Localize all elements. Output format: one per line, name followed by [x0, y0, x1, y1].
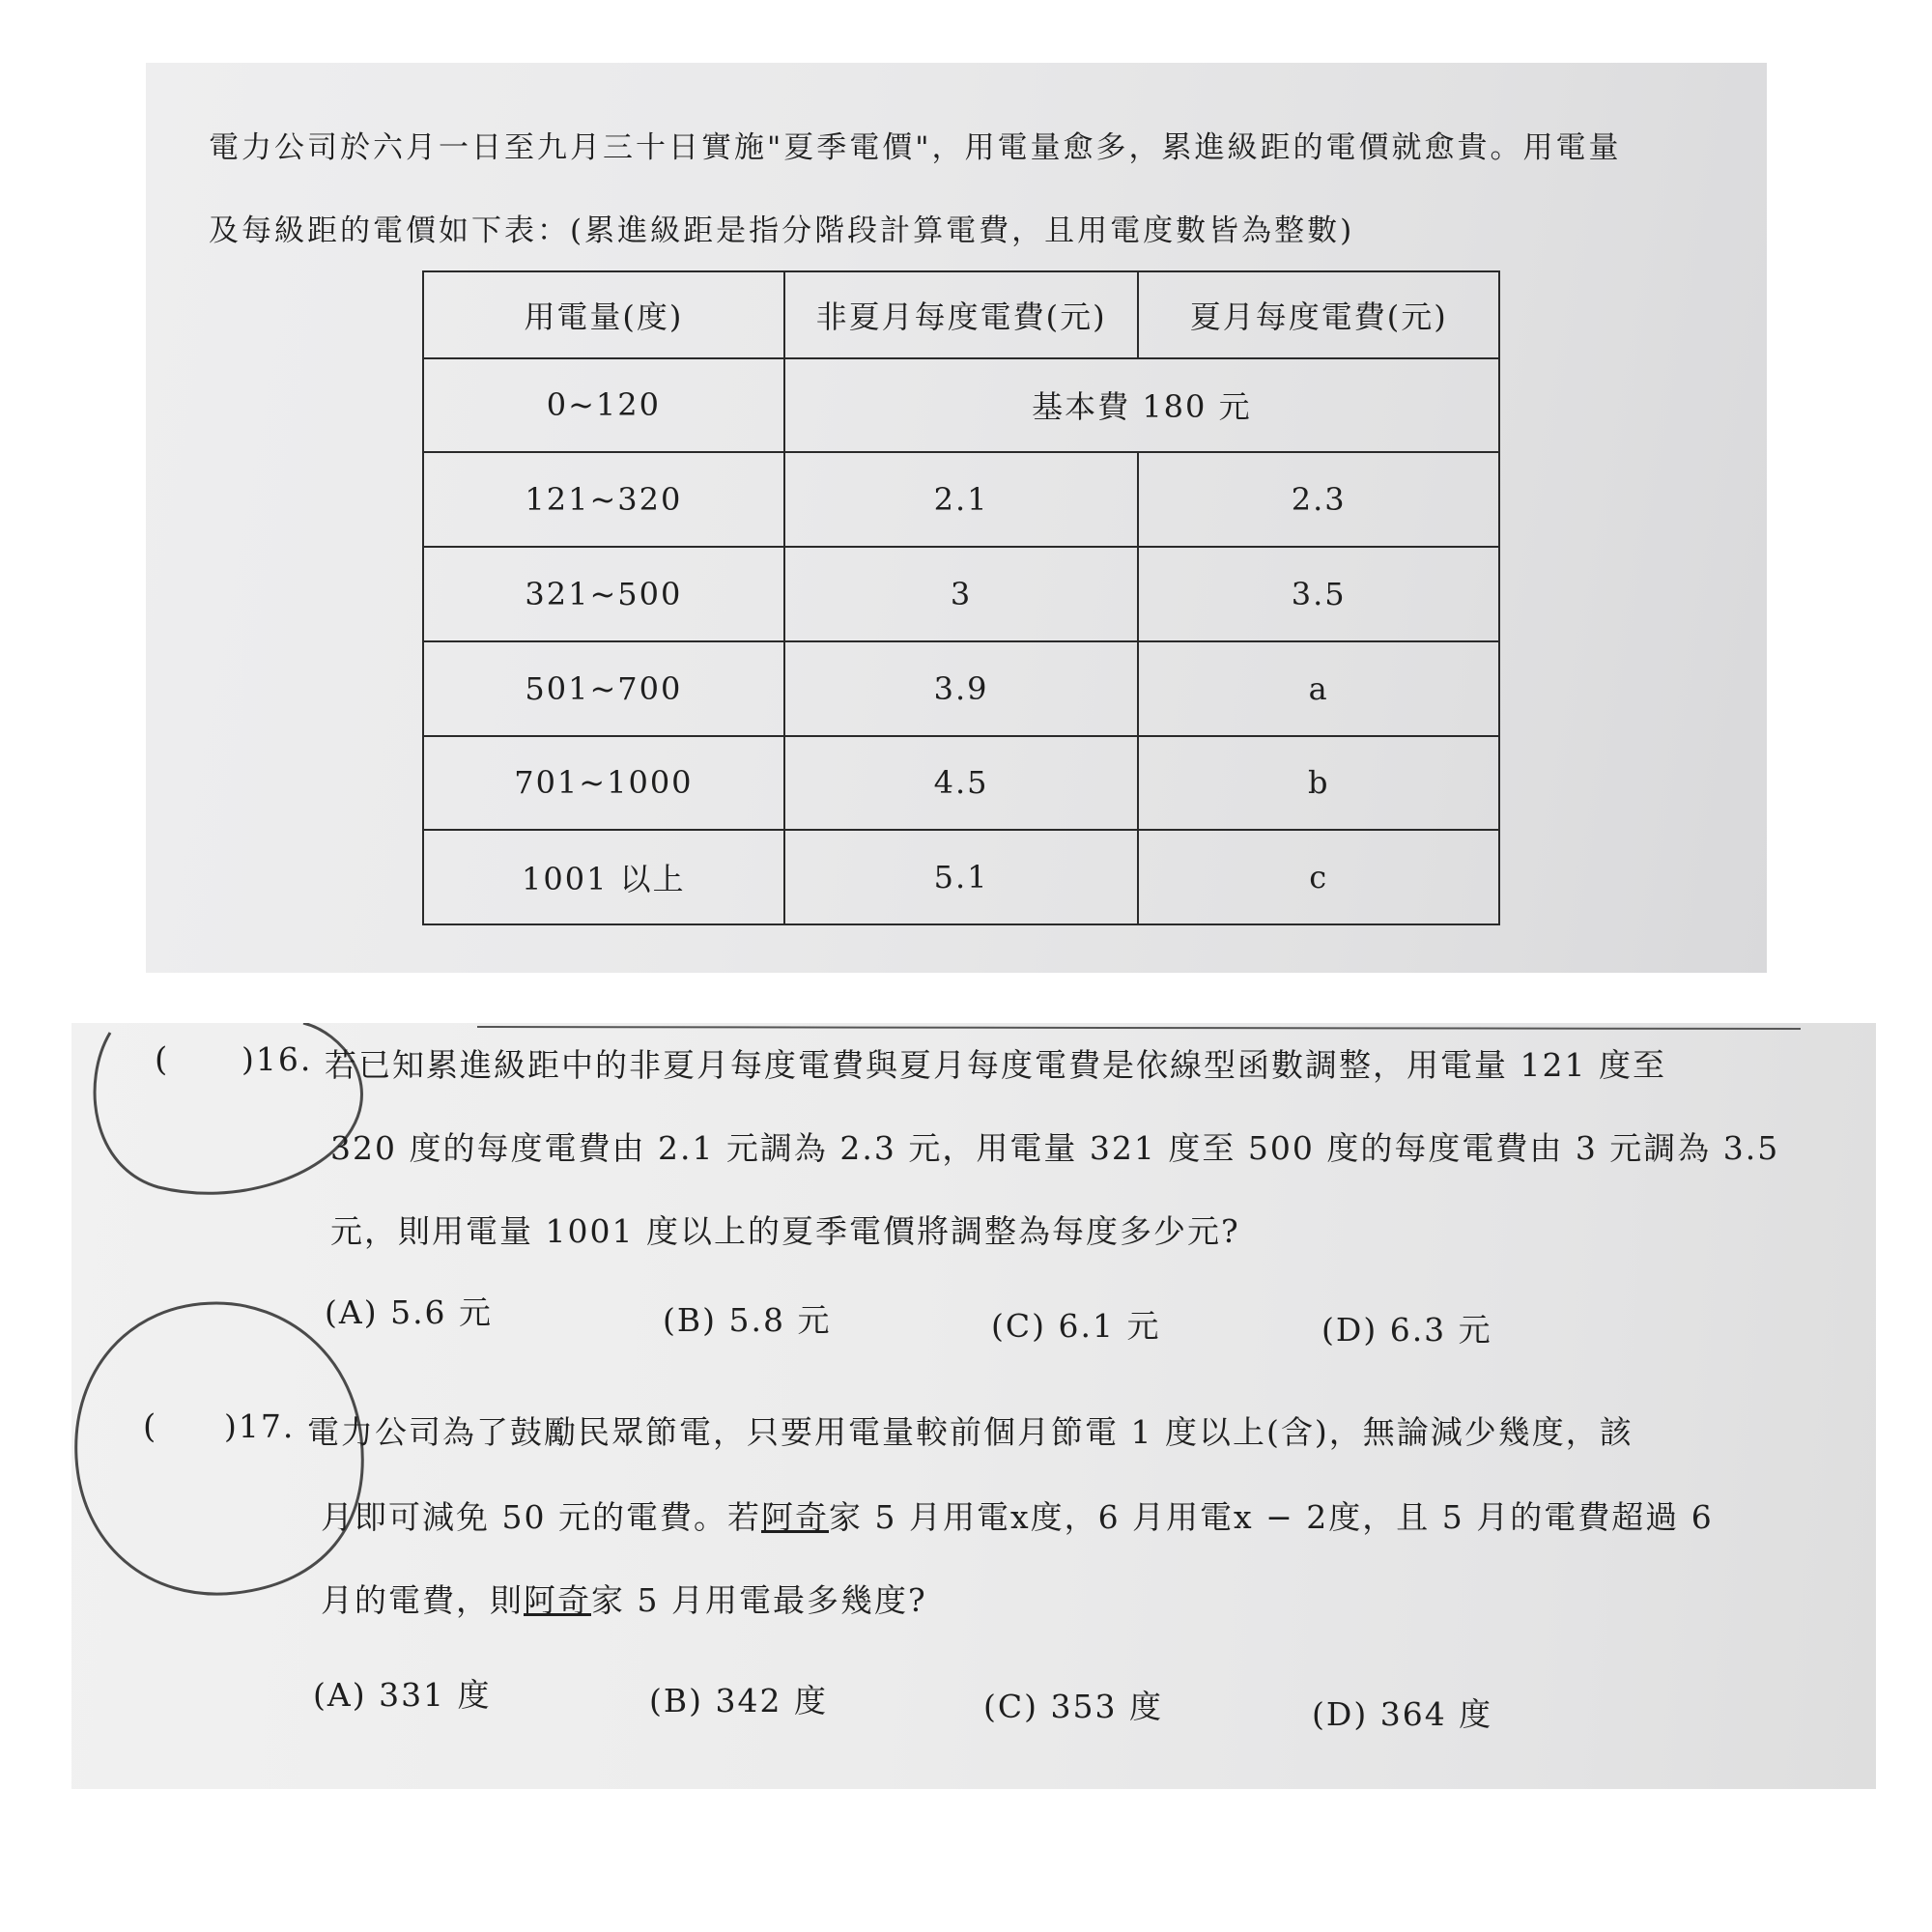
pencil-circle-q16 — [95, 1023, 361, 1193]
q16-answer-paren[interactable]: ( — [155, 1040, 168, 1079]
table-row — [423, 641, 1499, 736]
bottom-photo — [71, 1023, 1876, 1789]
cell-range: 121~320 — [423, 452, 784, 547]
q16-option-b[interactable]: (B) 5.8 元 — [663, 1301, 832, 1339]
q16-line-2: 320 度的每度電費由 2.1 元調為 2.3 元，用電量 321 度至 500 度的每度電費由 3 元調為 3.5 — [330, 1129, 1780, 1167]
cell-range: 501~700 — [423, 641, 784, 736]
cell-non-summer: 4.5 — [784, 736, 1139, 831]
cell-summer: c — [1138, 830, 1499, 924]
q17-line-2 — [321, 1492, 1714, 1538]
q17-line-3b: 家 5 月用電最多幾度? — [591, 1581, 927, 1619]
cell-non-summer: 3.9 — [784, 641, 1139, 736]
header-summer: 夏月每度電費(元) — [1138, 271, 1499, 358]
q17-name-underlined: 阿奇 — [760, 1498, 829, 1536]
cell-range: 321~500 — [423, 547, 784, 641]
cell-non-summer: 3 — [784, 547, 1139, 641]
cell-non-summer: 2.1 — [784, 452, 1139, 547]
cell-range: 0~120 — [423, 358, 784, 453]
q17-answer-paren[interactable]: ( — [143, 1407, 156, 1446]
intro-line-1: 電力公司於六月一日至九月三十日實施"夏季電價"，用電量愈多，累進級距的電價就愈貴。用電量 — [209, 130, 1622, 165]
q17-line-3a: 月的電費，則 — [321, 1581, 524, 1619]
table-row — [423, 736, 1499, 831]
q16-option-a[interactable]: (A) 5.6 元 — [325, 1293, 494, 1331]
cell-range: 701~1000 — [423, 736, 784, 831]
q17-line-2b: 家 5 月用電x度，6 月用電x − 2度，且 5 月的電費超過 6 — [828, 1498, 1714, 1536]
q17-option-b[interactable]: (B) 342 度 — [649, 1682, 828, 1719]
header-non-summer: 非夏月每度電費(元) — [784, 271, 1139, 358]
q16-option-c[interactable]: (C) 6.1 元 — [991, 1307, 1161, 1345]
q16-line-1: 若已知累進級距中的非夏月每度電費與夏月每度電費是依線型函數調整，用電量 121 度至 — [325, 1046, 1666, 1084]
q16-option-d[interactable]: (D) 6.3 元 — [1321, 1311, 1492, 1349]
table-row-base — [423, 358, 1499, 453]
rate-table — [422, 270, 1500, 925]
cell-summer: a — [1138, 641, 1499, 736]
q17-number: )17. — [224, 1407, 296, 1445]
top-rule-line — [477, 1027, 1801, 1029]
q17-option-a[interactable]: (A) 331 度 — [313, 1676, 492, 1714]
q17-line-1: 電力公司為了鼓勵民眾節電，只要用電量較前個月節電 1 度以上(含)，無論減少幾度，該 — [307, 1413, 1634, 1451]
header-usage: 用電量(度) — [423, 271, 784, 358]
cell-summer: 2.3 — [1138, 452, 1499, 547]
cell-non-summer: 5.1 — [784, 830, 1139, 924]
cell-base-fee: 基本費 180 元 — [784, 358, 1499, 453]
table-header-row — [423, 271, 1499, 358]
q17-line-3 — [321, 1576, 927, 1621]
table-row — [423, 547, 1499, 641]
q17-option-d[interactable]: (D) 364 度 — [1312, 1695, 1493, 1733]
q17-name-underlined-2: 阿奇 — [524, 1581, 591, 1619]
q17-line-2a: 月即可減免 50 元的電費。若 — [321, 1498, 761, 1536]
cell-summer: b — [1138, 736, 1499, 831]
top-photo — [146, 63, 1767, 973]
cell-range: 1001 以上 — [423, 830, 784, 924]
q16-number: )16. — [242, 1040, 313, 1078]
cell-summer: 3.5 — [1138, 547, 1499, 641]
table-row — [423, 452, 1499, 547]
table-row — [423, 830, 1499, 924]
q17-option-c[interactable]: (C) 353 度 — [983, 1688, 1163, 1725]
intro-line-2: 及每級距的電價如下表：(累進級距是指分階段計算電費，且用電度數皆為整數) — [209, 213, 1355, 248]
q16-line-3: 元，則用電量 1001 度以上的夏季電價將調整為每度多少元? — [330, 1212, 1240, 1250]
